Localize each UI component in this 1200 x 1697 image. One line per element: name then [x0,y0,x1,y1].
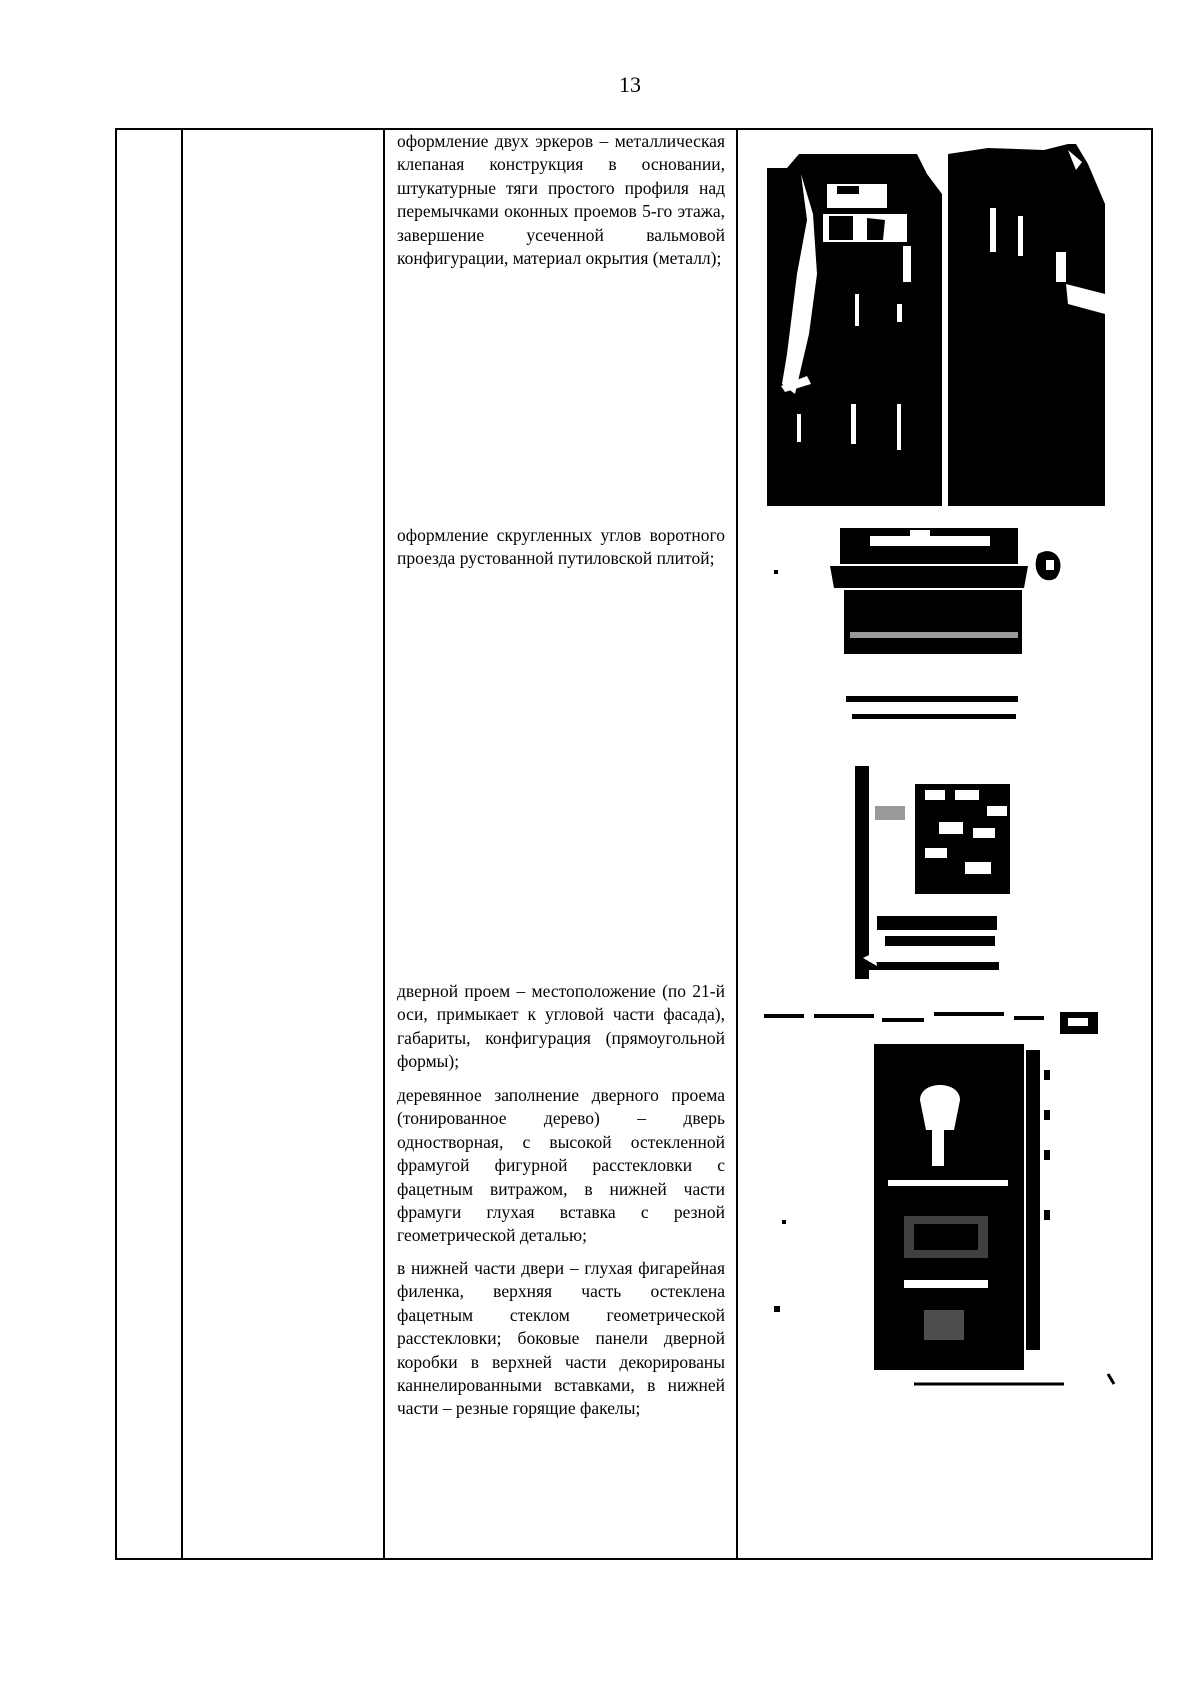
photo-gate-passage-corner [760,528,1140,733]
page-number: 13 [619,72,641,97]
description-door-filling: деревянное заполнение дверного проема (тонированное дерево) – дверь одностворная, с высокой остекленной фрамугой фигурной расстекловки с фацетным витражом, в нижней части фрамуги глухая вставка с резной геометрической деталью; [397,1085,725,1246]
description-cell [384,129,737,1559]
table-row [116,129,1152,1559]
photo-bay-window-right [948,144,1105,506]
photo-rusticated-slab-corner [855,766,1010,979]
photo-cell [737,129,1152,1559]
description-bay-windows: оформление двух эркеров – металлическая клепаная конструкция в основании, штукатурные тяги простого профиля над перемычками оконных проемов 5-го этажа, завершение усеченной вальмовой конфигурации, материал окрытия (металл); [397,131,725,269]
description-door-panels: в нижней части двери – глухая фигарейная филенка, верхняя часть остеклена фацетным стеклом геометрической расстекловки; боковые панели дверной коробки в верхней части декорированы каннелированными вставками, в нижней части – резные горящие факелы; [397,1258,725,1419]
description-door-opening: дверной проем – местоположение (по 21-й оси, примыкает к угловой части фасада), габариты, конфигурация (прямоугольной формы); [397,981,725,1072]
row-number-cell [116,129,182,1559]
description-gate-corners: оформление скругленных углов воротного проезда рустованной путиловской плитой; [397,525,725,569]
photo-wooden-door [764,1010,1144,1398]
object-name-cell [182,129,384,1559]
heritage-elements-table [115,128,1153,1560]
photo-bay-window-left [767,154,942,506]
